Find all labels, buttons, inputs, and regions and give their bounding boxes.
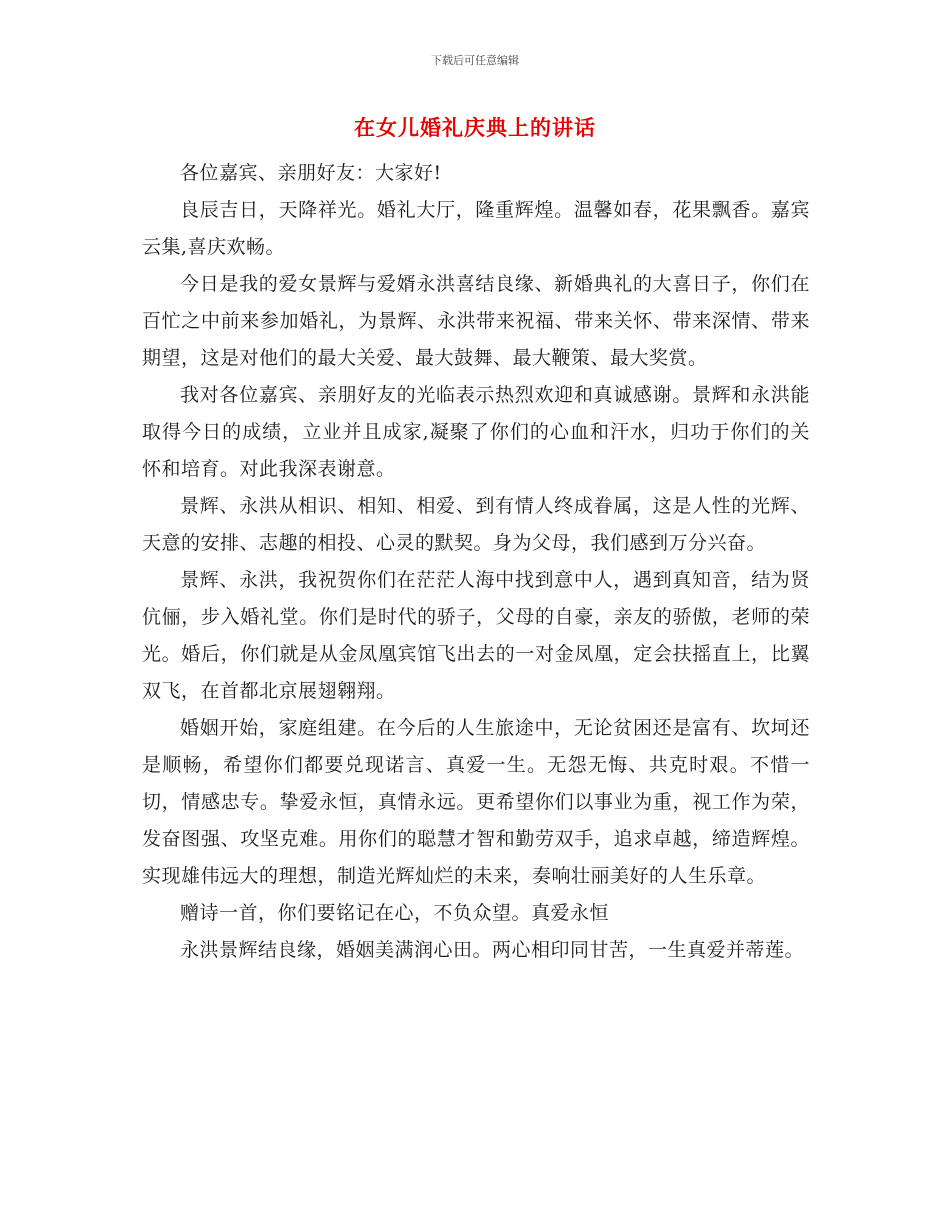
- paragraph-poem-intro: 赠诗一首，你们要铭记在心，不负众望。真爱永恒: [180, 902, 610, 924]
- page-header-note: 下载后可任意编辑: [431, 54, 519, 67]
- paragraph-meeting: 景辉、永洪从相识、相知、相爱、到有情人终成眷属，这是人性的光辉、天意的安排、志趣的相投、心灵的默契。身为父母，我们感到万分兴奋。: [142, 495, 810, 554]
- paragraph-poem: 永洪景辉结良缘，婚姻美满润心田。两心相印同甘苦，一生真爱并蒂莲。: [180, 939, 805, 961]
- speech-body: [142, 155, 810, 969]
- paragraph-marriage-wishes: 婚姻开始，家庭组建。在今后的人生旅途中，无论贫困还是富有、坎坷还是顺畅，希望你们都要兑现诺言、真爱一生。无怨无悔、共克时艰。不惜一切，情感忠专。挚爱永恒，真情永远。更希望你们以事业为重，视工作为荣，发奋图强、攻坚克难。用你们的聪慧才智和勤劳双手，追求卓越，缔造辉煌。实现雄伟远大的理想，制造光辉灿烂的未来，奏响壮丽美好的人生乐章。: [142, 717, 810, 887]
- paragraph-opening: 良辰吉日，天降祥光。婚礼大厅，隆重辉煌。温馨如春，花果飘香。嘉宾云集,喜庆欢畅。: [142, 199, 810, 258]
- document-title: 在女儿婚礼庆典上的讲话: [354, 116, 596, 140]
- paragraph-greeting: 各位嘉宾、亲朋好友：大家好!: [180, 162, 442, 184]
- paragraph-congratulations: 景辉、永洪，我祝贺你们在茫茫人海中找到意中人，遇到真知音，结为贤伉俪，步入婚礼堂。你们是时代的骄子，父母的自豪，亲友的骄傲，老师的荣光。婚后，你们就是从金凤凰宾馆飞出去的一对金凤凰，定会扶摇直上，比翼双飞，在首都北京展翅翱翔。: [142, 569, 810, 702]
- paragraph-wedding-day: 今日是我的爱女景辉与爱婿永洪喜结良缘、新婚典礼的大喜日子，你们在百忙之中前来参加婚礼，为景辉、永洪带来祝福、带来关怀、带来深情、带来期望，这是对他们的最大关爱、最大鼓舞、最大鞭策、最大奖赏。: [142, 273, 810, 369]
- paragraph-thanks: 我对各位嘉宾、亲朋好友的光临表示热烈欢迎和真诚感谢。景辉和永洪能取得今日的成绩，立业并且成家,凝聚了你们的心血和汗水，归功于你们的关怀和培育。对此我深表谢意。: [142, 384, 810, 480]
